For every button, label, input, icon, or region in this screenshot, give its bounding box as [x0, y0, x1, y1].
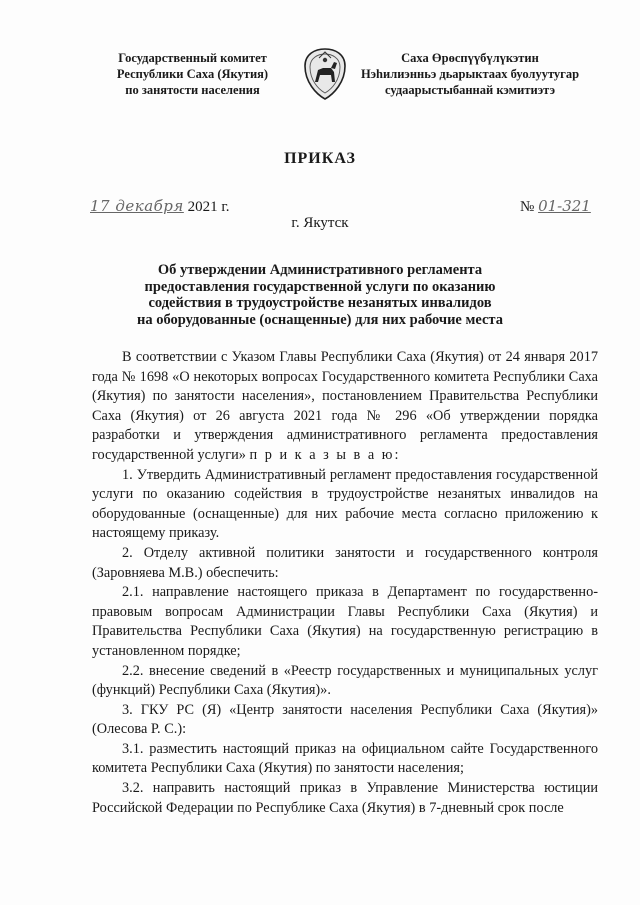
preamble-paragraph	[92, 348, 598, 466]
subject-line: Об утверждении Административного регламента	[157, 262, 483, 278]
order-body	[92, 348, 598, 818]
clause-2: 2. Отделу активной политики занятости и государственного контроля (Заровняева М.В.) обеспечить:	[92, 544, 598, 581]
issuer-line: по занятости населения	[125, 83, 260, 97]
clause-3-2: 3.2. направить настоящий приказ в Управление Министерства юстиции Российской Федерации по Республике Саха (Якутия) в 7-дневный срок после	[92, 780, 598, 816]
subject-line: на оборудованные (оснащенные) для них рабочие места	[137, 311, 503, 328]
issuer-name-yakut	[355, 50, 585, 98]
handwritten-number: 01-321	[538, 197, 591, 215]
order-word: п р и к а з ы в а ю:	[249, 446, 401, 463]
order-subject	[120, 262, 520, 328]
issuer-line: Государственный комитет	[118, 51, 267, 65]
issuer-line: Нэһилиэнньэ дьарыктаах буолуутугар	[360, 67, 580, 81]
order-date	[90, 197, 230, 216]
order-number	[520, 197, 591, 216]
coat-of-arms-emblem-icon	[301, 46, 349, 102]
issuer-line: судаарыстыбаннай кэмитиэтэ	[385, 83, 555, 97]
printed-year: 2021 г.	[187, 199, 230, 215]
issuer-line: Республики Саха (Якутия)	[116, 67, 269, 81]
clause-1: 1. Утвердить Административный регламент предоставления государственной услуги по оказанию содействия в трудоустройстве незанятых инвалидов на оборудованные (оснащенные) для них рабочие места согласно приложению к настоящему приказу.	[92, 466, 598, 542]
issue-city: г. Якутск	[291, 215, 349, 231]
number-sign: №	[520, 199, 535, 215]
subject-line: предоставления государственной услуги по оказанию	[144, 278, 496, 295]
clause-2-1: 2.1. направление настоящего приказа в Департамент по государственно-правовым вопросам Администрации Главы Республики Саха (Якутия) и Правительства Республики Саха (Якутия) на государственную регистрацию в установленном порядке;	[92, 584, 598, 659]
clause-3-1: 3.1. разместить настоящий приказ на официальном сайте Государственного комитета Республики Саха (Якутия) по занятости населения;	[92, 740, 598, 777]
issuer-line: Саха Өрөспүүбүлүкэтин	[401, 51, 539, 65]
preamble-text: В соответствии с Указом Главы Республики Саха (Якутия) от 24 января 2017 года № 1698 «О некоторых вопросах Государственного комитета Республики Саха (Якутия) по занятости населения», постановлением Правительства Республики Саха (Якутия) от 26 августа 2021 года № 296 «Об утверждении порядка разработки и утверждения административного регламента предоставления государственной услуги»	[92, 349, 598, 463]
issuer-name-russian	[90, 50, 295, 98]
handwritten-date: 17 декабря	[90, 197, 184, 215]
subject-line: содействия в трудоустройстве незанятых инвалидов	[148, 295, 492, 311]
clause-3: 3. ГКУ РС (Я) «Центр занятости населения Республики Саха (Якутия)» (Олесова Р. С.):	[92, 701, 598, 738]
document-title: ПРИКАЗ	[284, 150, 356, 167]
clause-2-2: 2.2. внесение сведений в «Реестр государственных и муниципальных услуг (функций) Республики Саха (Якутия)».	[92, 662, 598, 699]
